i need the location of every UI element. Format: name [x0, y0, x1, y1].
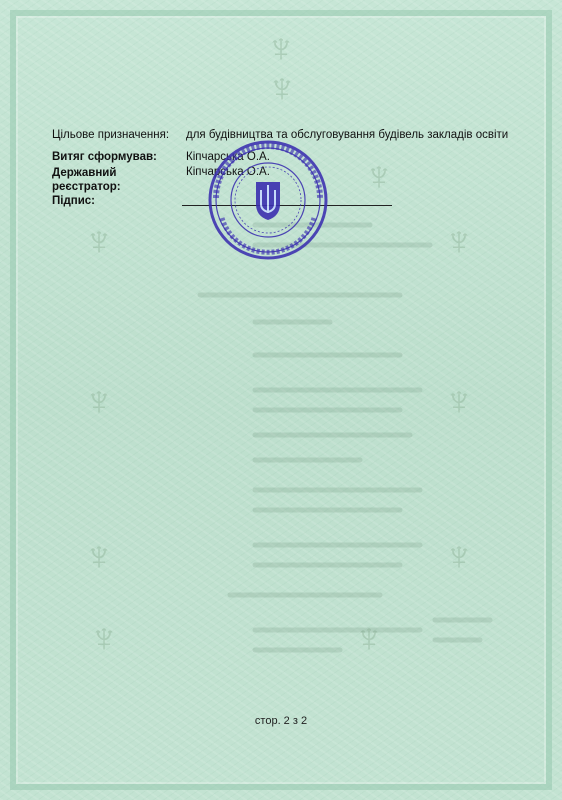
- watermark-trident-icon: ♆: [353, 614, 385, 661]
- formed-by-label: Витяг сформував:: [52, 151, 157, 163]
- registrar-label: Державний реєстратор:: [52, 167, 121, 193]
- registrar-value: Кіпчарська О.А.: [186, 166, 270, 178]
- official-seal: [206, 138, 330, 262]
- watermark-trident-icon: ♆: [83, 532, 115, 579]
- watermark-trident-icon: ♆: [266, 64, 298, 111]
- watermark-trident-icon: ♆: [443, 217, 475, 264]
- watermark-trident-icon: ♆: [83, 377, 115, 424]
- watermark-trident-icon: ♆: [443, 377, 475, 424]
- signature-label: Підпис:: [52, 195, 96, 207]
- formed-by-value: Кіпчарська О.А.: [186, 151, 270, 163]
- purpose-label: Цільове призначення:: [52, 129, 170, 141]
- purpose-value: для будівництва та обслуговування будівель закладів освіти: [186, 129, 509, 141]
- page-number: стор. 2 з 2: [254, 715, 308, 727]
- watermark-trident-icon: ♆: [83, 217, 115, 264]
- watermark-trident-icon: ♆: [443, 532, 475, 579]
- watermark-trident-icon: ♆: [265, 24, 297, 71]
- watermark-trident-icon: ♆: [88, 614, 120, 661]
- watermark-trident-icon: ♆: [363, 152, 395, 199]
